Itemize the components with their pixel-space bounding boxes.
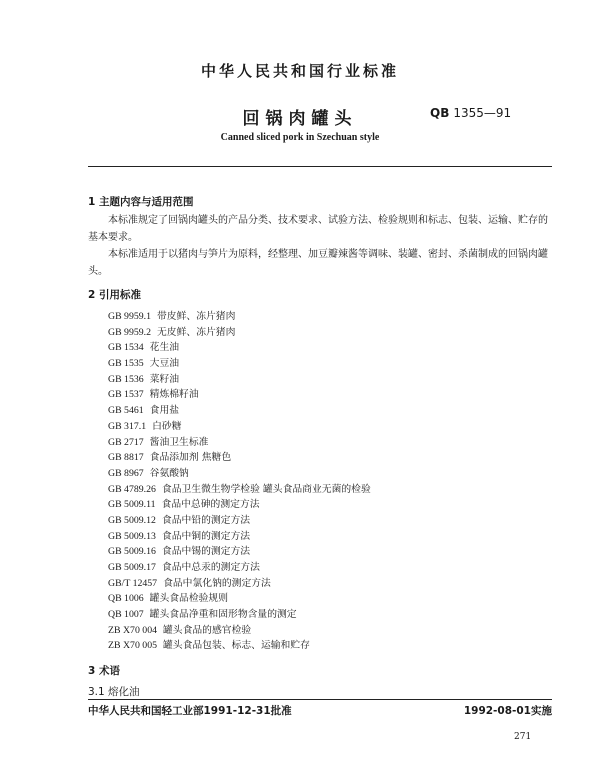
- standard-code-prefix: QB: [430, 106, 450, 120]
- reference-name: 食品中铜的测定方法: [161, 530, 251, 542]
- standard-category-header: 中华人民共和国行业标准: [200, 62, 399, 80]
- reference-code: GB 5009.17: [108, 562, 156, 573]
- reference-code: GB 1534: [108, 342, 144, 354]
- section-1-paragraph-2: 本标准适用于以猪肉与笋片为原料，经整理、加豆瓣辣酱等调味、装罐、密封、杀菌制成的回锅肉罐头。: [88, 249, 548, 277]
- reference-item: [108, 403, 371, 419]
- reference-name: 食用盐: [149, 405, 180, 417]
- reference-name: 花生油: [149, 342, 180, 354]
- standard-code: [430, 106, 511, 120]
- reference-item: [108, 419, 371, 435]
- reference-code: QB 1007: [108, 609, 144, 621]
- reference-item: [108, 560, 371, 576]
- page-number: 271: [514, 732, 532, 742]
- reference-code: GB 9959.2: [108, 326, 152, 338]
- reference-item: [108, 325, 371, 341]
- reference-item: [108, 309, 371, 325]
- reference-item: [108, 497, 371, 513]
- reference-name: 罐头食品净重和固形物含量的测定: [149, 609, 297, 621]
- section-1-heading: 1 主题内容与适用范围: [88, 196, 194, 208]
- effective-date: 1992-08-01实施: [463, 705, 552, 717]
- reference-code: GB 1536: [108, 373, 144, 385]
- reference-code: GB 4789.26: [108, 483, 156, 495]
- reference-code: GB 5009.16: [108, 546, 156, 558]
- reference-code: ZB X70 004: [108, 624, 157, 636]
- reference-item: [108, 513, 371, 529]
- reference-code: GB 1537: [108, 389, 144, 401]
- reference-name: 食品中铅的测定方法: [161, 514, 251, 526]
- reference-name: 食品中总汞的测定方法: [161, 562, 260, 573]
- reference-item: [108, 607, 371, 623]
- document-title: 回锅肉罐头: [242, 109, 358, 129]
- reference-code: GB 1535: [108, 358, 144, 370]
- reference-item: [108, 623, 371, 639]
- reference-name: 食品卫生微生物学检验 罐头食品商业无菌的检验: [161, 483, 371, 495]
- reference-item: [108, 591, 371, 607]
- reference-name: 罐头食品包装、标志、运输和贮存: [163, 640, 310, 652]
- reference-name: 食品中氯化钠的测定方法: [163, 577, 271, 589]
- reference-code: GB 8967: [108, 467, 144, 479]
- reference-name: 食品中锡的测定方法: [161, 546, 251, 558]
- reference-item: [108, 466, 371, 482]
- reference-name: 白砂糖: [152, 420, 182, 432]
- reference-name: 无皮鲜、冻片猪肉: [157, 326, 236, 338]
- approval-line: 中华人民共和国轻工业部1991-12-31批准: [88, 705, 292, 717]
- reference-item: [108, 356, 371, 372]
- section-3-heading: 3 术语: [88, 665, 120, 677]
- reference-name: 带皮鲜、冻片猪肉: [157, 311, 236, 322]
- reference-item: [108, 544, 371, 560]
- reference-item: [108, 638, 371, 654]
- reference-item: [108, 450, 371, 466]
- reference-item: [108, 372, 371, 388]
- reference-code: GB 5009.12: [108, 514, 156, 526]
- reference-code: GB 5461: [108, 405, 144, 417]
- reference-code: GB 5009.11: [108, 499, 156, 511]
- reference-code: GB 317.1: [108, 420, 147, 432]
- reference-code: GB 2717: [108, 436, 144, 448]
- section-2-heading: 2 引用标准: [88, 289, 141, 301]
- reference-item: [108, 387, 371, 403]
- reference-item: [108, 576, 371, 592]
- section-1-paragraph-1: 本标准规定了回锅肉罐头的产品分类、技术要求、试验方法、检验规则和标志、包装、运输、贮存的基本要求。: [88, 215, 548, 243]
- reference-name: 菜籽油: [149, 373, 180, 385]
- reference-item: [108, 482, 371, 498]
- reference-name: 食品中总砷的测定方法: [161, 499, 260, 511]
- reference-name: 谷氨酸钠: [149, 467, 189, 479]
- reference-standards-list: [108, 309, 371, 654]
- header-divider: [88, 166, 552, 167]
- reference-code: GB 8817: [108, 452, 144, 464]
- section-3-1-subheading: 3.1 熔化油: [88, 686, 140, 698]
- reference-item: [108, 340, 371, 356]
- reference-code: GB/T 12457: [108, 577, 158, 589]
- footer-divider: [88, 699, 552, 700]
- reference-name: 罐头食品检验规则: [149, 593, 229, 605]
- standard-code-number: 1355—91: [453, 106, 512, 120]
- reference-name: 大豆油: [149, 358, 180, 370]
- reference-name: 食品添加剂 焦糖色: [149, 452, 232, 464]
- reference-name: 精炼棉籽油: [149, 389, 199, 401]
- reference-item: [108, 529, 371, 545]
- section-1-body: [88, 212, 552, 280]
- reference-code: GB 5009.13: [108, 530, 156, 542]
- reference-code: QB 1006: [108, 593, 144, 605]
- reference-code: GB 9959.1: [108, 311, 152, 322]
- english-title: Canned sliced pork in Szechuan style: [220, 132, 380, 143]
- reference-item: [108, 435, 371, 451]
- reference-name: 罐头食品的感官检验: [163, 624, 252, 636]
- reference-name: 酱油卫生标准: [149, 436, 209, 448]
- reference-code: ZB X70 005: [108, 640, 157, 652]
